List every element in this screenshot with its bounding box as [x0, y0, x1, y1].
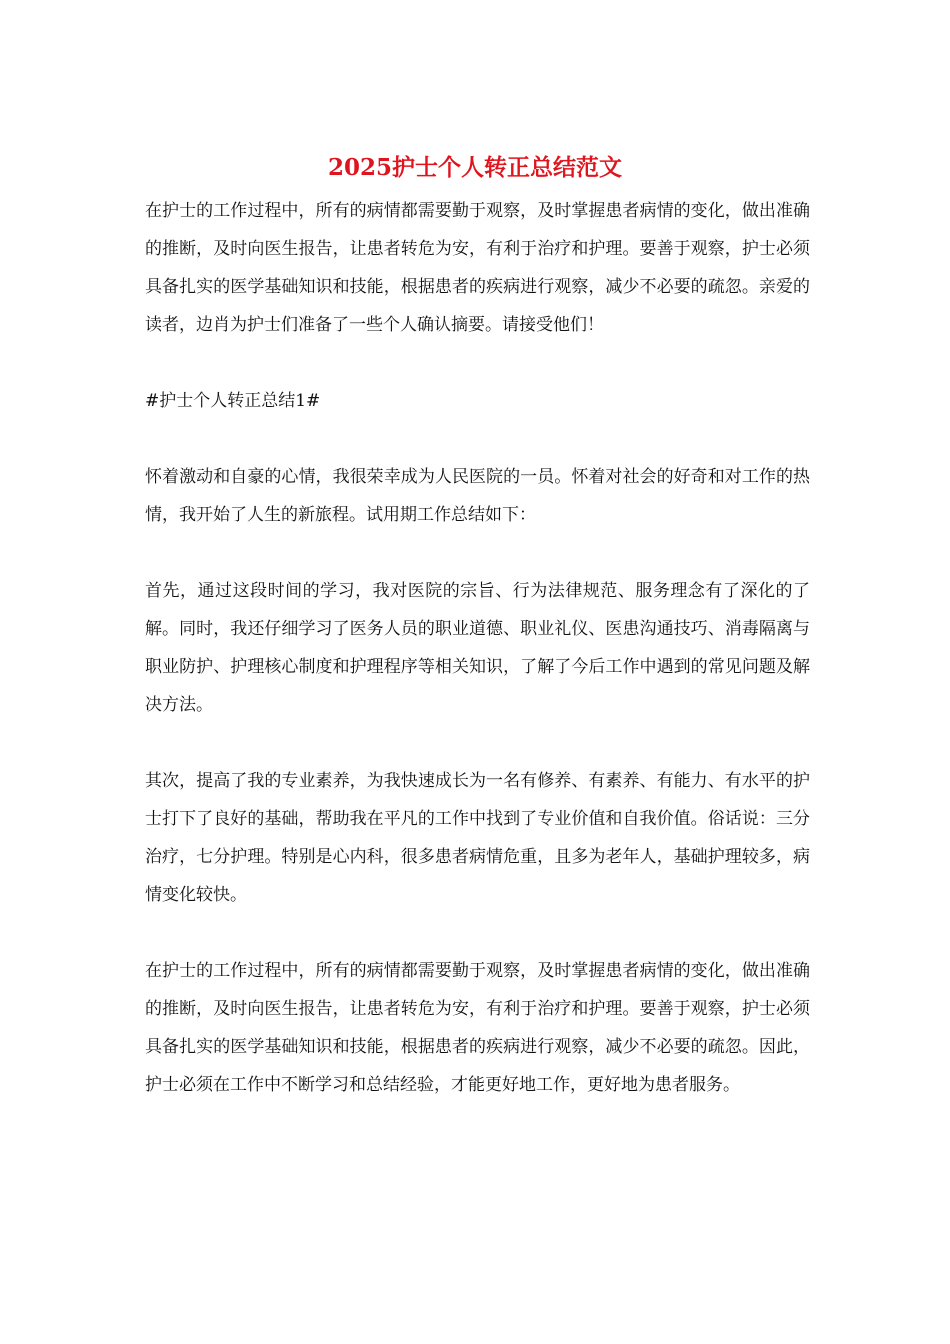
document-title: 2025护士个人转正总结范文 [327, 154, 622, 181]
paragraph-gap [145, 914, 810, 952]
paragraph-opening: 怀着激动和自豪的心情，我很荣幸成为人民医院的一员。怀着对社会的好奇和对工作的热情，我开始了人生的新旅程。试用期工作总结如下： [145, 467, 810, 525]
section-heading: #护士个人转正总结1# [145, 391, 321, 411]
paragraph-second: 其次，提高了我的专业素养，为我快速成长为一名有修养、有素养、有能力、有水平的护士打下了良好的基础，帮助我在平凡的工作中找到了专业价值和自我价值。俗话说：三分治疗，七分护理。特别是心内科，很多患者病情危重，且多为老年人，基础护理较多，病情变化较快。 [145, 771, 810, 905]
paragraph-closing: 在护士的工作过程中，所有的病情都需要勤于观察，及时掌握患者病情的变化，做出准确的推断，及时向医生报告，让患者转危为安，有利于治疗和护理。要善于观察，护士必须具备扎实的医学基础知识和技能，根据患者的疾病进行观察，减少不必要的疏忽。因此，护士必须在工作中不断学习和总结经验，才能更好地工作，更好地为患者服务。 [145, 961, 810, 1095]
paragraph-gap [145, 534, 810, 572]
document-body [145, 192, 810, 1104]
paragraph-gap [145, 420, 810, 458]
paragraph-gap [145, 344, 810, 382]
paragraph-first: 首先，通过这段时间的学习，我对医院的宗旨、行为法律规范、服务理念有了深化的了解。同时，我还仔细学习了医务人员的职业道德、职业礼仪、医患沟通技巧、消毒隔离与职业防护、护理核心制度和护理程序等相关知识，了解了今后工作中遇到的常见问题及解决方法。 [145, 581, 810, 715]
paragraph-gap [145, 724, 810, 762]
paragraph-intro: 在护士的工作过程中，所有的病情都需要勤于观察，及时掌握患者病情的变化，做出准确的推断，及时向医生报告，让患者转危为安，有利于治疗和护理。要善于观察，护士必须具备扎实的医学基础知识和技能，根据患者的疾病进行观察，减少不必要的疏忽。亲爱的读者，边肖为护士们准备了一些个人确认摘要。请接受他们！ [145, 201, 810, 335]
